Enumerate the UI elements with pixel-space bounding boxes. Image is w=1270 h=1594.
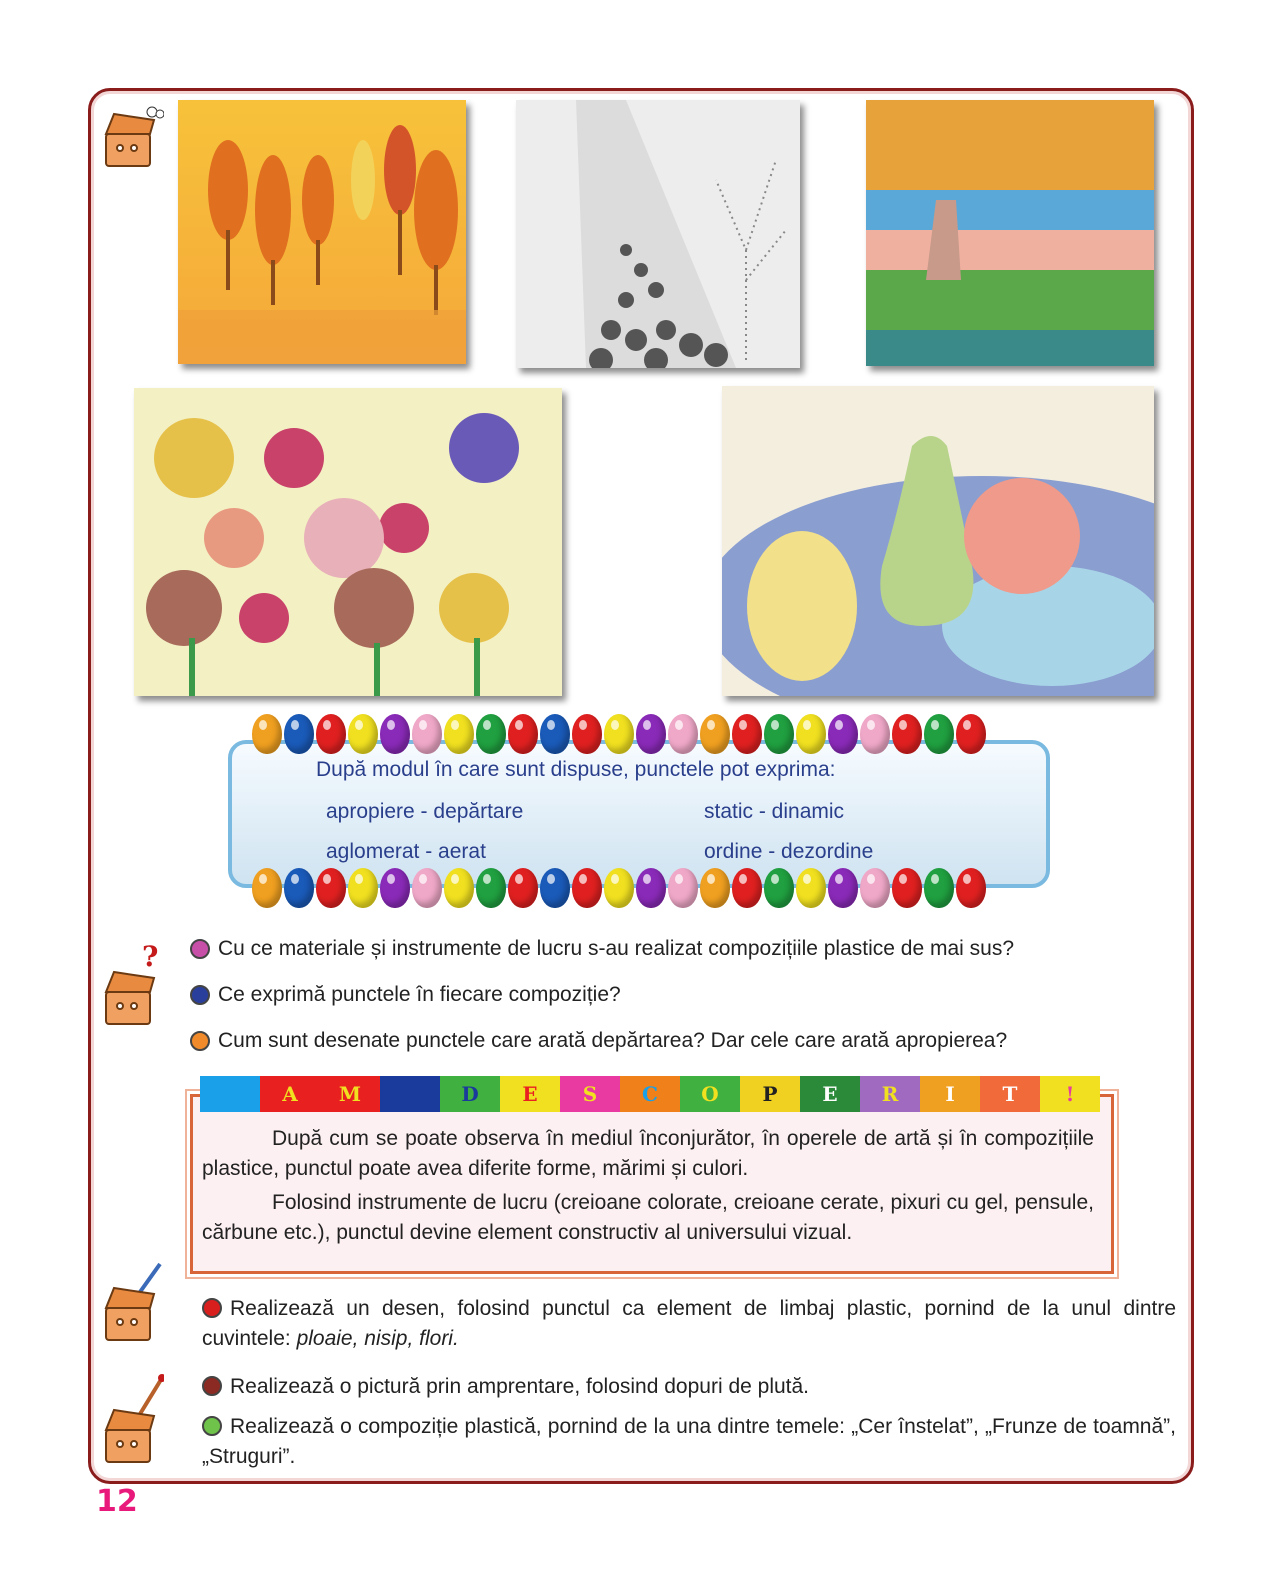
info-box	[222, 712, 1052, 912]
info-item: aglomerat - aerat	[326, 840, 486, 863]
question-text: Cum sunt desenate punctele care arată depărtarea? Dar cele care arată apropierea?	[218, 1029, 1008, 1052]
task-text: Realizează o compoziție plastică, pornind de la una dintre temele: „Cer înstelat”, „Frunze de toamnă”, „Struguri”.	[202, 1415, 1176, 1468]
balloon	[732, 714, 762, 754]
balloon	[572, 868, 602, 908]
balloon	[476, 868, 506, 908]
balloon	[380, 714, 410, 754]
balloon	[316, 868, 346, 908]
bullet-dot	[190, 985, 210, 1005]
info-item: ordine - dezordine	[704, 840, 874, 863]
balloon	[412, 868, 442, 908]
balloon	[796, 868, 826, 908]
banner-letter: T	[980, 1076, 1040, 1112]
discovery-paragraph-2: Folosind instrumente de lucru (creioane colorate, creioane cerate, pixuri cu gel, pensule, cărbune etc.), punctul devine element constructiv al universului vizual.	[202, 1191, 1094, 1244]
question-2	[190, 983, 621, 1007]
task-text: Realizează un desen, folosind punctul ca element de limbaj plastic, pornind de la unul dintre cuvintele:	[202, 1297, 1176, 1350]
pointillist-tree-landscape	[866, 100, 1154, 366]
banner-letter: A	[260, 1076, 320, 1112]
discovery-banner	[200, 1076, 1100, 1112]
banner-letter	[200, 1076, 260, 1112]
balloon	[636, 868, 666, 908]
balloon	[316, 714, 346, 754]
question-3	[190, 1029, 1007, 1053]
balloon	[540, 868, 570, 908]
balloon	[892, 868, 922, 908]
balloon	[892, 714, 922, 754]
chest-eyes-icon	[100, 104, 164, 174]
balloon	[924, 868, 954, 908]
balloon	[252, 868, 282, 908]
balloon	[860, 714, 890, 754]
balloon	[956, 868, 986, 908]
balloon	[444, 868, 474, 908]
balloon	[348, 714, 378, 754]
balloon	[732, 868, 762, 908]
chest-question-icon	[100, 940, 164, 1032]
task-text: Realizează o pictură prin amprentare, folosind dopuri de plută.	[230, 1375, 810, 1398]
banner-letter: D	[440, 1076, 500, 1112]
balloon	[572, 714, 602, 754]
page-number: 12	[96, 1484, 138, 1519]
balloon	[860, 868, 890, 908]
task-italic-words: ploaie, nisip, flori.	[296, 1327, 459, 1350]
balloon	[924, 714, 954, 754]
balloon	[476, 714, 506, 754]
balloon	[828, 714, 858, 754]
dotted-flowers-painting	[134, 388, 562, 696]
banner-letter: R	[860, 1076, 920, 1112]
balloon	[956, 714, 986, 754]
balloon	[604, 714, 634, 754]
balloon	[764, 714, 794, 754]
dotted-fruit-still-life	[722, 386, 1154, 696]
autumn-trees-painting	[178, 100, 466, 364]
svg-text:?: ?	[142, 940, 159, 973]
info-item: apropiere - depărtare	[326, 800, 524, 823]
balloon	[284, 714, 314, 754]
balloon	[700, 868, 730, 908]
banner-letter: C	[620, 1076, 680, 1112]
bullet-dot	[202, 1416, 222, 1436]
balloon	[348, 868, 378, 908]
info-item: static - dinamic	[704, 800, 845, 823]
balloon	[764, 868, 794, 908]
balloon	[508, 868, 538, 908]
banner-letter: S	[560, 1076, 620, 1112]
banner-letter: O	[680, 1076, 740, 1112]
bullet-dot	[202, 1376, 222, 1396]
bullet-dot	[190, 939, 210, 959]
balloon	[412, 714, 442, 754]
balloon	[604, 868, 634, 908]
question-1	[190, 937, 1014, 961]
balloon	[668, 868, 698, 908]
banner-letter: M	[320, 1076, 380, 1112]
banner-letter: I	[920, 1076, 980, 1112]
bullet-dot	[202, 1298, 222, 1318]
balloon	[796, 714, 826, 754]
chest-brush-icon	[100, 1374, 164, 1468]
bullet-dot	[190, 1031, 210, 1051]
dotted-path-drawing	[516, 100, 800, 368]
balloon	[540, 714, 570, 754]
question-text: Ce exprimă punctele în fiecare compoziție?	[218, 983, 621, 1006]
balloon-row-bottom	[252, 868, 986, 914]
banner-letter	[380, 1076, 440, 1112]
task-3	[202, 1412, 1176, 1472]
question-text: Cu ce materiale și instrumente de lucru s-au realizat compozițiile plastice de mai sus?	[218, 937, 1015, 960]
balloon	[508, 714, 538, 754]
balloon	[380, 868, 410, 908]
banner-letter: E	[800, 1076, 860, 1112]
banner-letter: E	[500, 1076, 560, 1112]
chest-pencil-icon	[100, 1262, 164, 1346]
discovery-paragraph-1: După cum se poate observa în mediul înconjurător, în operele de artă și în compozițiile plastice, punctul poate avea diferite forme, mărimi și culori.	[202, 1127, 1094, 1180]
task-1	[202, 1294, 1176, 1354]
info-box-title: După modul în care sunt dispuse, punctele pot exprima:	[316, 758, 836, 781]
balloon-row-top	[252, 714, 986, 760]
balloon	[252, 714, 282, 754]
banner-letter: !	[1040, 1076, 1100, 1112]
banner-letter: P	[740, 1076, 800, 1112]
balloon	[828, 868, 858, 908]
balloon	[700, 714, 730, 754]
task-2	[202, 1372, 1176, 1402]
balloon	[636, 714, 666, 754]
balloon	[444, 714, 474, 754]
balloon	[668, 714, 698, 754]
balloon	[284, 868, 314, 908]
